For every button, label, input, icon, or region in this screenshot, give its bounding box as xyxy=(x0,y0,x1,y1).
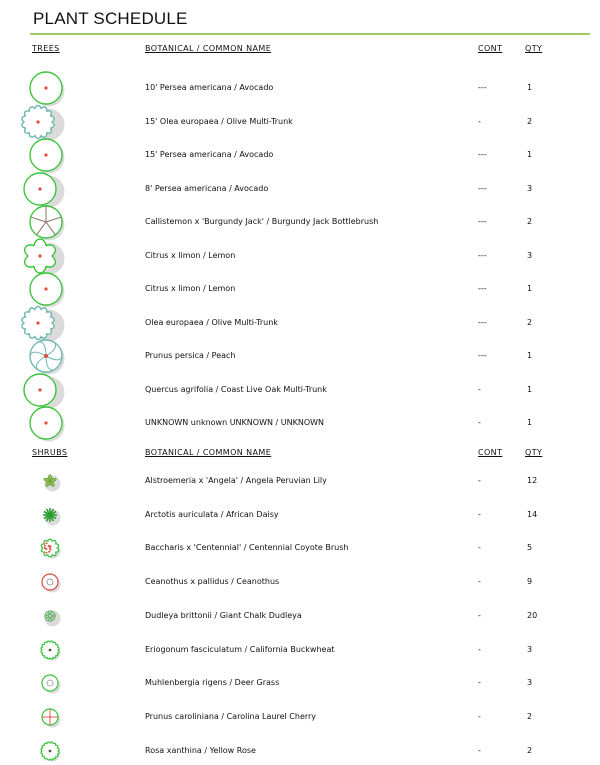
quantity: 2 xyxy=(527,317,533,327)
shrubs-cont-header: CONT xyxy=(478,448,503,457)
shrub-speck xyxy=(48,551,50,553)
shrub-speck xyxy=(49,546,51,548)
quantity: 1 xyxy=(527,384,533,394)
plant-name: Citrus x limon / Lemon xyxy=(145,250,236,260)
quantity: 2 xyxy=(527,745,533,755)
shrub-symbol-icon xyxy=(36,537,66,561)
plant-name: Citrus x limon / Lemon xyxy=(145,284,236,293)
shrubs-name-header: BOTANICAL / COMMON NAME xyxy=(145,448,272,457)
trunk-dot xyxy=(44,153,47,156)
shrub-symbol-icon xyxy=(36,470,66,494)
quantity: 3 xyxy=(527,250,533,260)
quantity: 1 xyxy=(527,351,533,360)
shrub-outline xyxy=(42,574,58,590)
shrub-speck xyxy=(45,552,47,554)
schedule-title: PLANT SCHEDULE xyxy=(33,9,188,28)
plant-name: Ceanothus x pallidus / Ceanothus xyxy=(145,577,280,587)
quantity: 2 xyxy=(527,116,533,126)
shrub-symbol-icon xyxy=(36,706,66,730)
shrub-symbol-icon xyxy=(36,740,66,764)
quantity: 5 xyxy=(527,543,533,553)
trunk-dot xyxy=(38,388,41,391)
shrub-leaf xyxy=(50,611,54,615)
plant-name: 10' Persea americana / Avocado xyxy=(145,83,274,92)
shrubs-header-label: SHRUBS xyxy=(32,448,68,457)
shrub-center xyxy=(49,648,52,651)
tree-symbol-icon xyxy=(20,405,76,445)
shrub-symbol-icon xyxy=(36,571,66,595)
plant-name: Dudleya brittonii / Giant Chalk Dudleya xyxy=(145,610,302,620)
shrub-center xyxy=(49,749,52,752)
container-size: - xyxy=(478,116,481,126)
plant-name: UNKNOWN unknown UNKNOWN / UNKNOWN xyxy=(145,418,325,427)
shrub-symbol-icon xyxy=(36,672,66,696)
container-size: --- xyxy=(478,351,487,360)
trees-name-header: BOTANICAL / COMMON NAME xyxy=(145,44,272,53)
container-size: - xyxy=(478,543,481,553)
trunk-dot xyxy=(44,421,47,424)
plant-name: Quercus agrifolia / Coast Live Oak Multi-Trunk xyxy=(145,384,327,394)
quantity: 12 xyxy=(527,476,538,485)
plant-name: Prunus persica / Peach xyxy=(145,351,236,360)
container-size: --- xyxy=(478,217,487,226)
container-size: --- xyxy=(478,150,487,159)
plant-name: Olea europaea / Olive Multi-Trunk xyxy=(145,317,278,327)
trunk-dot xyxy=(36,120,39,123)
container-size: - xyxy=(478,644,481,654)
container-size: - xyxy=(478,745,481,755)
trees-header-label: TREES xyxy=(32,44,60,53)
container-size: - xyxy=(478,610,481,620)
quantity: 3 xyxy=(527,183,533,193)
container-size: --- xyxy=(478,250,487,260)
trees-cont-header: CONT xyxy=(478,44,503,53)
container-size: - xyxy=(478,509,481,519)
plant-name: 15' Persea americana / Avocado xyxy=(145,150,274,159)
container-size: --- xyxy=(478,317,487,327)
shrubs-qty-header: QTY xyxy=(525,448,543,457)
quantity: 14 xyxy=(527,509,538,519)
container-size: --- xyxy=(478,183,487,193)
shrub-speck xyxy=(44,547,46,549)
plant-name: Arctotis auriculata / African Daisy xyxy=(145,509,279,519)
container-size: - xyxy=(478,418,481,427)
quantity: 1 xyxy=(527,284,533,293)
shrub-speck xyxy=(44,545,46,547)
quantity: 20 xyxy=(527,610,538,620)
container-size: - xyxy=(478,384,481,394)
plant-name: Baccharis x 'Centennial' / Centennial Coyote Brush xyxy=(145,543,349,553)
shrub-speck xyxy=(49,549,51,551)
plant-name: Callistemon x 'Burgundy Jack' / Burgundy Jack Bottlebrush xyxy=(145,217,379,226)
plant-name: Rosa xanthina / Yellow Rose xyxy=(145,745,256,755)
plant-name: Muhlenbergia rigens / Deer Grass xyxy=(145,678,280,688)
container-size: --- xyxy=(478,284,487,293)
quantity: 2 xyxy=(527,217,533,226)
shrub-symbol-icon xyxy=(36,504,66,528)
quantity: 2 xyxy=(527,711,533,721)
plant-name: 15' Olea europaea / Olive Multi-Trunk xyxy=(145,116,293,126)
quantity: 1 xyxy=(527,83,533,92)
container-size: --- xyxy=(478,83,487,92)
quantity: 9 xyxy=(527,577,533,587)
shrub-outline xyxy=(42,675,58,691)
shrub-speck xyxy=(46,543,48,545)
trunk-dot xyxy=(44,287,47,290)
trunk-dot xyxy=(38,254,41,257)
container-size: - xyxy=(478,577,481,587)
shrub-symbol-icon xyxy=(36,639,66,663)
trunk-dot xyxy=(44,86,47,89)
trunk-dot xyxy=(38,187,41,190)
container-size: - xyxy=(478,476,481,485)
container-size: - xyxy=(478,711,481,721)
shrub-symbol-icon xyxy=(36,605,66,629)
title-divider xyxy=(30,33,590,35)
trunk-dot xyxy=(44,354,48,358)
plant-name: Prunus caroliniana / Carolina Laurel Cherry xyxy=(145,711,317,721)
plant-name: 8' Persea americana / Avocado xyxy=(145,183,269,193)
container-size: - xyxy=(478,678,481,688)
shrub-speck xyxy=(49,547,51,549)
shrub-speck xyxy=(48,545,50,547)
trees-qty-header: QTY xyxy=(525,44,543,53)
plant-name: Eriogonum fasciculatum / California Buckwheat xyxy=(145,644,335,654)
quantity: 1 xyxy=(527,418,533,427)
quantity: 3 xyxy=(527,644,533,654)
trunk-dot xyxy=(36,321,39,324)
plant-name: Alstroemeria x 'Angela' / Angela Peruvian Lily xyxy=(145,476,327,485)
quantity: 1 xyxy=(527,150,533,159)
quantity: 3 xyxy=(527,678,533,688)
